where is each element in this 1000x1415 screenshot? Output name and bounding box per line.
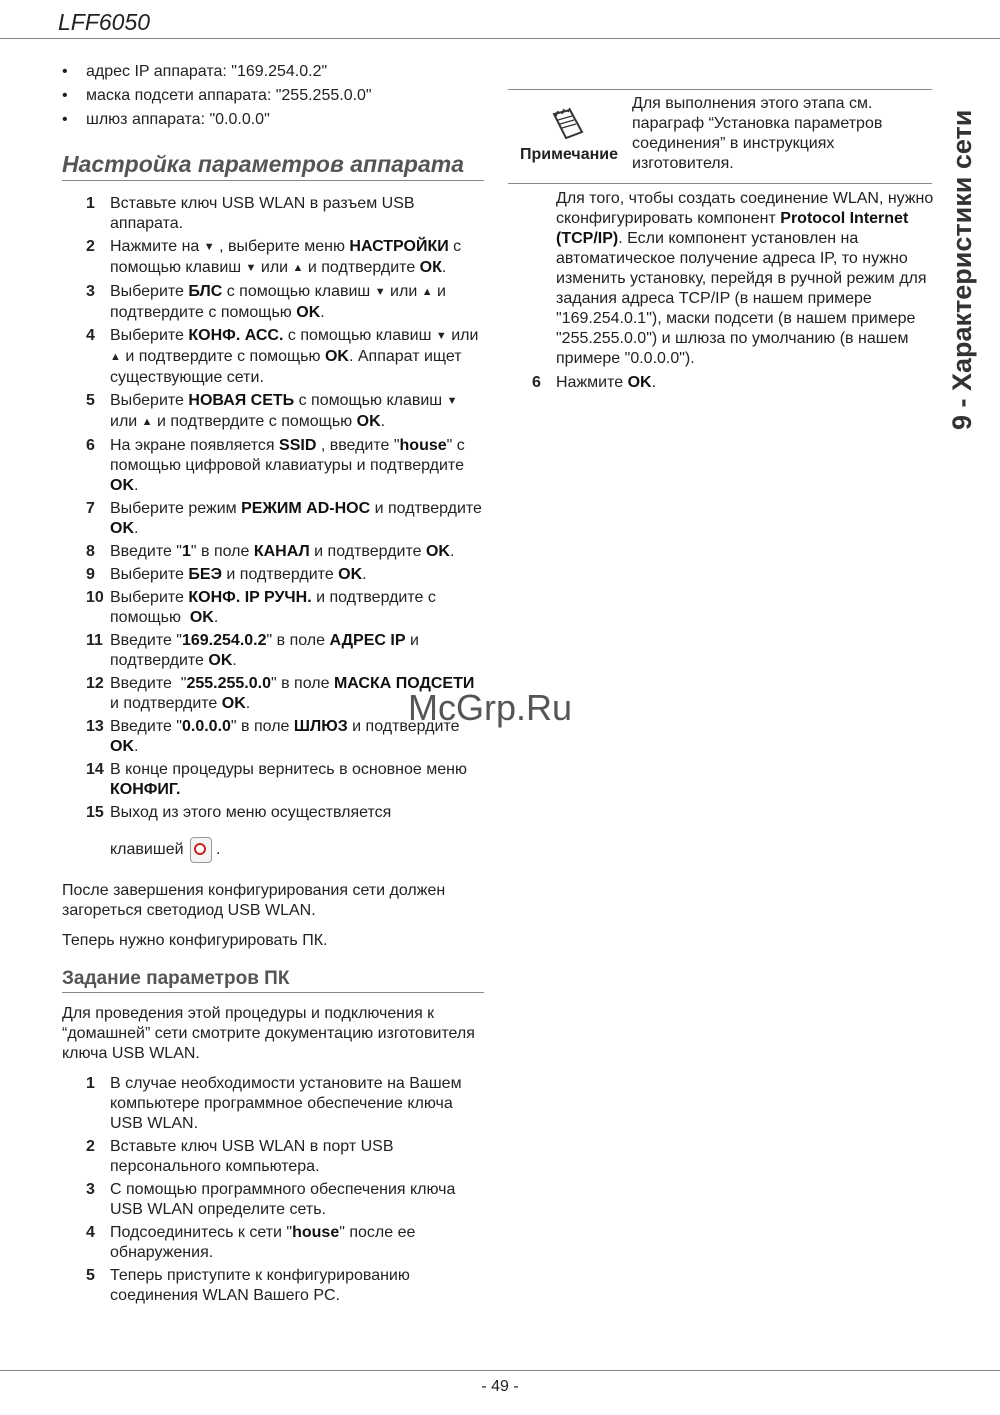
watermark: McGrp.Ru xyxy=(408,687,573,728)
step-item xyxy=(62,565,486,585)
step-number: 5 xyxy=(86,1267,95,1284)
chapter-title: 9 - Характеристики сети xyxy=(947,109,977,430)
step-item xyxy=(62,1074,486,1134)
note-divider-bottom xyxy=(508,183,932,184)
step-number: 12 xyxy=(86,675,104,692)
paragraph-tcpip: Для того, чтобы создать соединение WLAN, нужно сконфигурировать компонент Protocol Internet (TCP/IP). Если компонент установлен на автоматическое получение адреса IP, то нужно изменить установку, перейдя в ручной режим для задания адреса TCP/IP (в нашем примере "169.254.0.1"), маски подсети (в нашем примере "255.255.0.0") и шлюза по умолчанию (в нашем примере "0.0.0.0"). xyxy=(556,190,934,367)
step-item xyxy=(62,1223,486,1263)
step-text: Выберите КОНФ. IP РУЧН. и подтвердите с помощью OK. xyxy=(110,589,436,626)
chapter-side-tab xyxy=(944,109,980,466)
bullet-text: маска подсети аппарата: "255.255.0.0" xyxy=(86,87,372,104)
pc-setup-steps-continued xyxy=(508,373,938,396)
step-item xyxy=(62,194,486,234)
footer-divider xyxy=(0,1370,1000,1371)
step-text: Введите "255.255.0.0" в поле МАСКА ПОДСЕТИ и подтвердите OK. xyxy=(110,675,475,712)
step-item xyxy=(62,1266,486,1306)
pc-setup-steps xyxy=(62,1074,486,1309)
step-text: Введите "169.254.0.2" в поле АДРЕС IP и подтвердите OK. xyxy=(110,632,419,669)
step-item xyxy=(62,237,486,279)
step-text: Подсоединитесь к сети "house" после ее обнаружения. xyxy=(110,1224,416,1261)
step-text: В конце процедуры вернитесь в основное меню КОНФИГ. xyxy=(110,761,467,798)
step-number: 2 xyxy=(86,1138,95,1155)
section-heading-pc-setup: Задание параметров ПК xyxy=(62,968,484,993)
step-number: 15 xyxy=(86,804,104,821)
step-text: Выберите НОВАЯ СЕТЬ с помощью клавиш ▼ или ▲ и подтвердите с помощью OK. xyxy=(110,392,458,430)
step-number: 14 xyxy=(86,761,104,778)
step-number: 4 xyxy=(86,1224,95,1241)
step-text: Выберите БЛС с помощью клавиш ▼ или ▲ и подтвердите с помощью OK. xyxy=(110,283,446,321)
step-item xyxy=(62,631,486,671)
step-text: Вставьте ключ USB WLAN в порт USB персонального компьютера. xyxy=(110,1138,394,1175)
step-number: 2 xyxy=(86,238,95,255)
header-divider xyxy=(0,38,1000,39)
paragraph: После завершения конфигурирования сети должен загореться светодиод USB WLAN. xyxy=(62,882,446,919)
page-number: - 49 - xyxy=(481,1378,519,1395)
step-text: Выберите БЕЭ и подтвердите OK. xyxy=(110,566,367,583)
step-item xyxy=(62,760,486,800)
step-text: Выберите КОНФ. АСС. с помощью клавиш ▼ или ▲ и подтвердите с помощью OK. Аппарат ищет существующие сети. xyxy=(110,327,479,386)
step-number: 8 xyxy=(86,543,95,560)
step-text: В случае необходимости установите на Вашем компьютере программное обеспечение ключа USB WLAN. xyxy=(110,1075,462,1132)
step-text: Теперь приступите к конфигурированию соединения WLAN Вашего PC. xyxy=(110,1267,410,1304)
step-item xyxy=(62,391,486,433)
device-setup-steps xyxy=(62,194,486,866)
step-item xyxy=(62,499,486,539)
step-text: Нажмите на ▼ , выберите меню НАСТРОЙКИ с помощью клавиш ▼ или ▲ и подтвердите ОК. xyxy=(110,238,462,276)
step-number: 7 xyxy=(86,500,95,517)
step-text: Выход из этого меню осуществляется клавишей . xyxy=(110,804,391,858)
step-text: На экране появляется SSID , введите "house" с помощью цифровой клавиатуры и подтвердите OK. xyxy=(110,437,465,494)
step-number: 11 xyxy=(86,632,103,649)
step-text: Нажмите OK. xyxy=(556,374,657,391)
step-text: Вставьте ключ USB WLAN в разъем USB аппарата. xyxy=(110,195,415,232)
paragraph: Теперь нужно конфигурировать ПК. xyxy=(62,932,328,949)
step-text: Выберите режим РЕЖИМ AD-HOC и подтвердите OK. xyxy=(110,500,482,537)
bullet-text: адрес IP аппарата: "169.254.0.2" xyxy=(86,63,328,80)
step-item xyxy=(508,373,938,393)
step-text: Введите "0.0.0.0" в поле ШЛЮЗ и подтвердите OK. xyxy=(110,718,460,755)
note-divider-top xyxy=(508,89,932,90)
step-item xyxy=(62,542,486,562)
step-number: 10 xyxy=(86,589,104,606)
step-number: 3 xyxy=(86,283,95,300)
step-item xyxy=(62,282,486,323)
step-number: 3 xyxy=(86,1181,95,1198)
note-label: Примечание xyxy=(519,146,619,163)
step-item xyxy=(62,436,486,496)
step-number: 6 xyxy=(86,437,95,454)
step-number: 13 xyxy=(86,718,104,735)
step-number: 9 xyxy=(86,566,95,583)
document-model-title: LFF6050 xyxy=(58,9,151,35)
step-number: 4 xyxy=(86,327,95,344)
section-heading-device-setup: Настройка параметров аппарата xyxy=(62,150,484,181)
step-number: 6 xyxy=(532,374,541,391)
step-number: 1 xyxy=(86,1075,95,1092)
paragraph-intro: Для проведения этой процедуры и подключения к “домашней” сети смотрите документацию изготовителя ключа USB WLAN. xyxy=(62,1005,475,1062)
step-item xyxy=(62,326,486,388)
step-item xyxy=(62,1137,486,1177)
notepad-icon xyxy=(548,108,588,148)
note-text: Для выполнения этого этапа см. параграф “Установка параметров соединения” в инструкциях изготовителя. xyxy=(632,95,883,172)
step-text: С помощью программного обеспечения ключа USB WLAN определите сеть. xyxy=(110,1181,456,1218)
step-item xyxy=(62,803,486,863)
step-number: 5 xyxy=(86,392,95,409)
step-number: 1 xyxy=(86,195,95,212)
step-item xyxy=(62,1180,486,1220)
step-text: Введите "1" в поле КАНАЛ и подтвердите OK. xyxy=(110,543,455,560)
step-item xyxy=(62,588,486,628)
bullet-text: шлюз аппарата: "0.0.0.0" xyxy=(86,111,270,128)
